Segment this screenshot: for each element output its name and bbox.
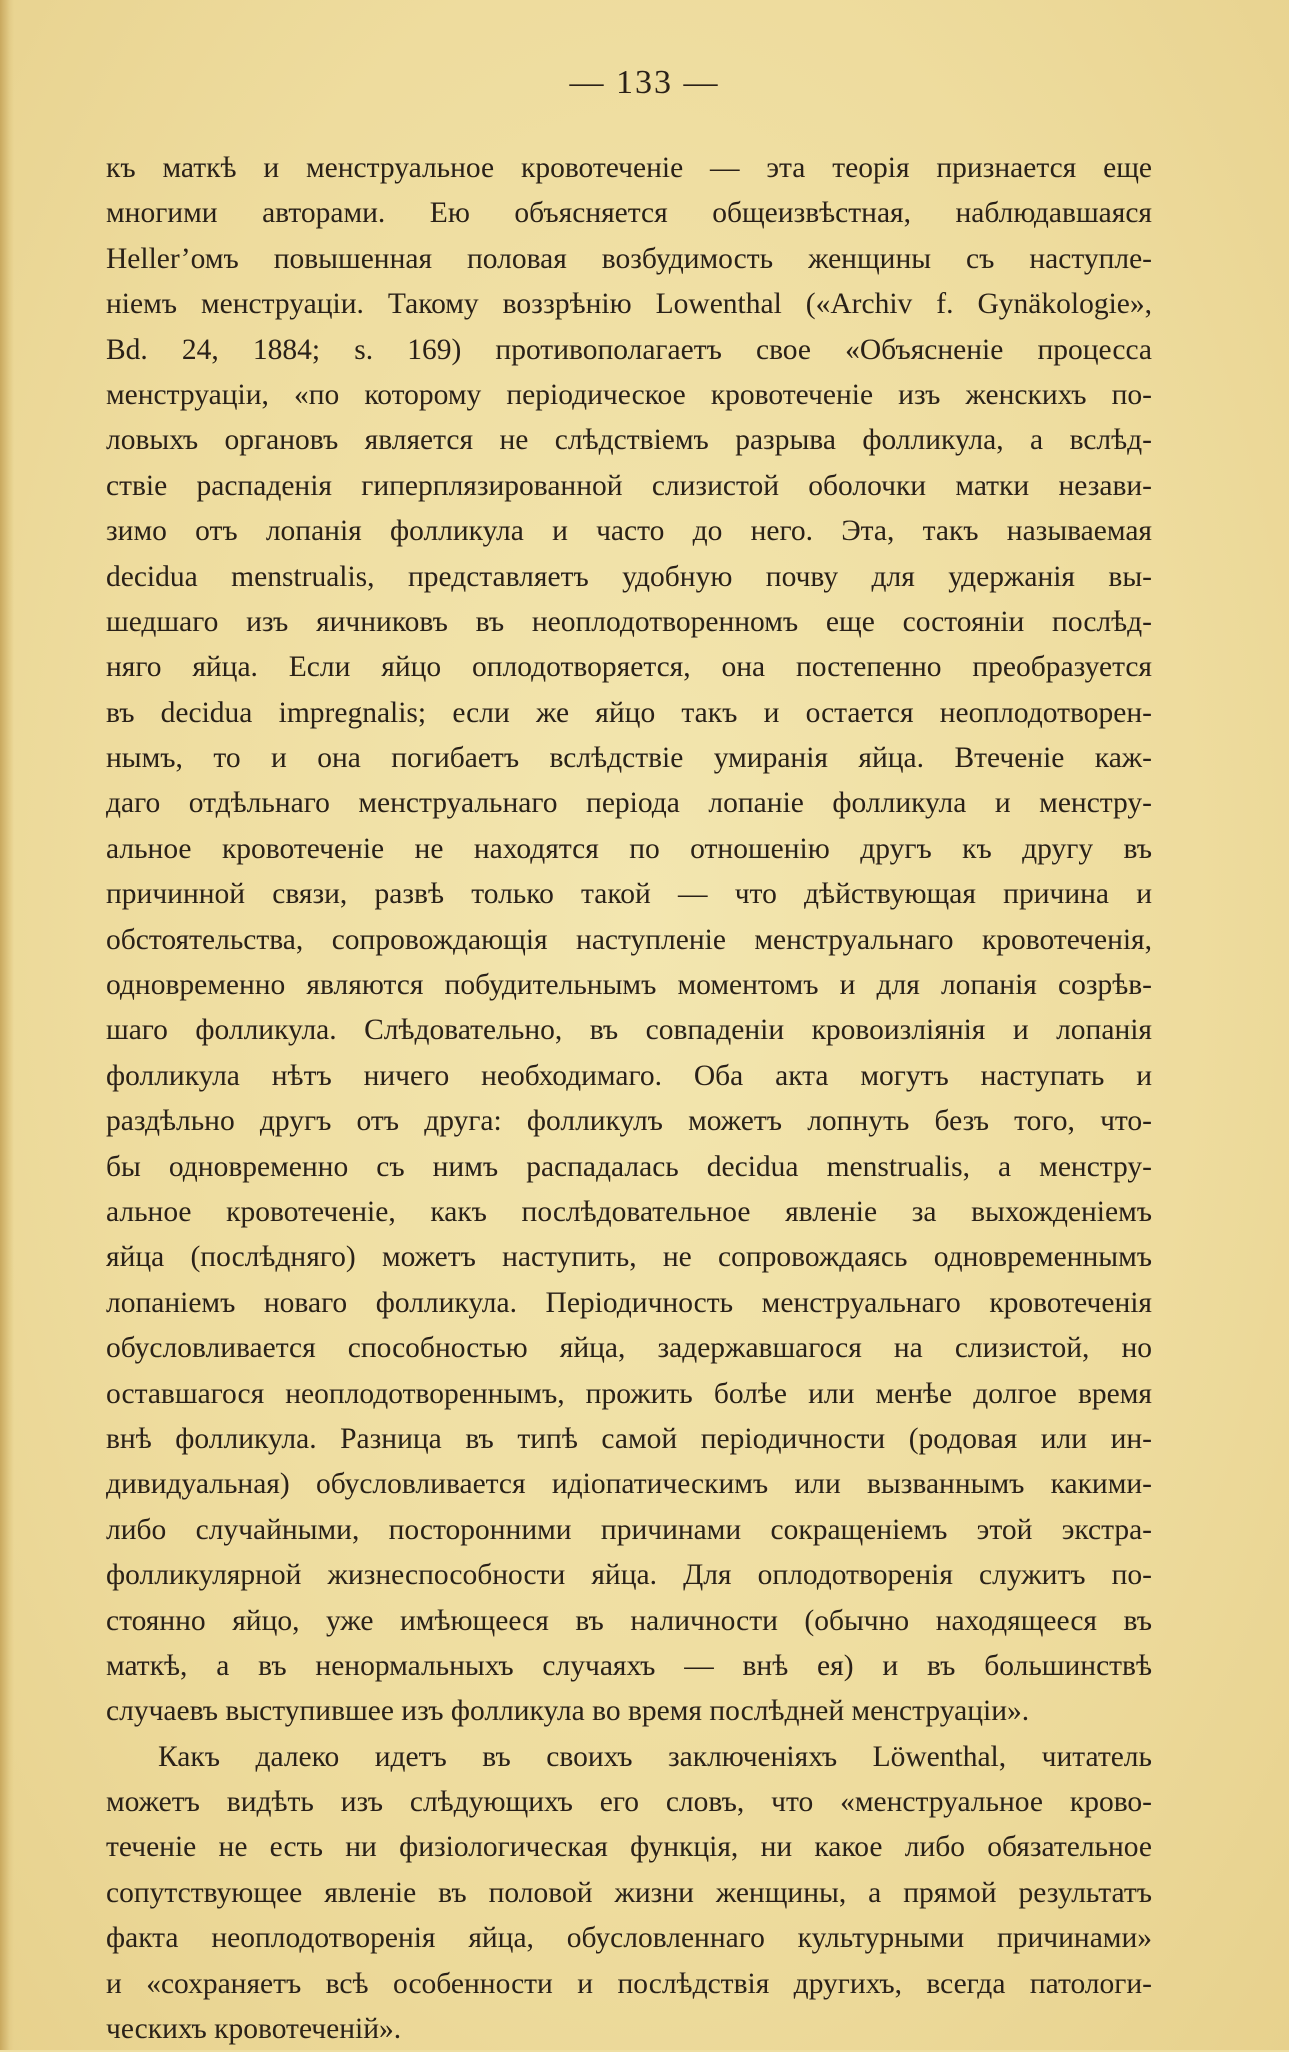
text-line: многими авторами. Ею объясняется общеизвѣстная, наблюдавшаяся (106, 197, 1152, 230)
text-line: няго яйца. Если яйцо оплодотворяется, она постепенно преобразуется (106, 651, 1152, 684)
text-line: обстоятельства, сопровождающія наступленіе менструальнаго кровотеченія, (106, 923, 1152, 956)
text-line: раздѣльно другъ отъ друга: фолликулъ можетъ лопнуть безъ того, что- (106, 1105, 1152, 1138)
page-edge (0, 0, 14, 2050)
text-line: дивидуальная) обусловливается идіопатическимъ или вызваннымъ какими- (106, 1468, 1152, 1501)
text-line: шаго фолликула. Слѣдовательно, въ совпаденіи кровоизліянія и лопанія (106, 1014, 1152, 1047)
text-line: и «сохраняетъ всѣ особенности и послѣдствія другихъ, всегда патологи- (106, 1967, 1152, 2000)
text-line: ловыхъ органовъ является не слѣдствіемъ разрыва фолликула, а вслѣд- (106, 424, 1152, 457)
text-line: фолликулярной жизнеспособности яйца. Для оплодотворенія служитъ по- (106, 1559, 1152, 1592)
text-line: альное кровотеченіе не находятся по отношенію другъ къ другу въ (106, 832, 1152, 865)
text-line: маткѣ, а въ ненормальныхъ случаяхъ — внѣ ея) и въ большинствѣ (106, 1649, 1152, 1682)
text-line: стоянно яйцо, уже имѣющееся въ наличности (обычно находящееся въ (106, 1604, 1152, 1637)
text-line: одновременно являются побудительнымъ моментомъ и для лопанія созрѣв- (106, 969, 1152, 1002)
text-line: лопаніемъ новаго фолликула. Періодичность менструальнаго кровотеченія (106, 1286, 1152, 1319)
text-line: обусловливается способностью яйца, задержавшагося на слизистой, но (106, 1332, 1152, 1365)
text-line: ніемъ менструаціи. Такому воззрѣнію Lowenthal («Archiv f. Gynäkologie», (106, 288, 1152, 321)
page-number: — 133 — (569, 64, 720, 101)
text-line: внѣ фолликула. Разница въ типѣ самой періодичности (родовая или ин- (106, 1422, 1152, 1455)
text-line: въ decidua impregnalis; если же яйцо такъ и остается неоплодотворен- (106, 696, 1152, 729)
text-line: шедшаго изъ яичниковъ въ неоплодотворенномъ еще состояніи послѣд- (106, 605, 1152, 638)
text-line: случаевъ выступившее изъ фолликула во время послѣдней менструаціи». (106, 1695, 1030, 1728)
text-line: къ маткѣ и менструальное кровотеченіе — эта теорія признается еще (106, 152, 1152, 184)
text-line: альное кровотеченіе, какъ послѣдовательное явленіе за выхожденіемъ (106, 1195, 1152, 1228)
text-line: Bd. 24, 1884; s. 169) противополагаетъ свое «Объясненіе процесса (106, 333, 1152, 366)
text-line: сопутствующее явленіе въ половой жизни женщины, а прямой результатъ (106, 1876, 1152, 1909)
body-text (106, 146, 1152, 2052)
text-line: зимо отъ лопанія фолликула и часто до него. Эта, такъ называемая (106, 515, 1152, 548)
text-line: бы одновременно съ нимъ распадалась decidua menstrualis, а менстру- (106, 1150, 1152, 1183)
text-line: Heller’омъ повышенная половая возбудимость женщины съ наступле- (106, 242, 1152, 275)
text-line: decidua menstrualis, представляетъ удобную почву для удержанія вы- (106, 560, 1152, 593)
text-line: либо случайными, посторонними причинами сокращеніемъ этой экстра- (106, 1513, 1152, 1546)
text-line: можетъ видѣть изъ слѣдующихъ его словъ, что «менструальное крово- (106, 1786, 1152, 1819)
text-line: ческихъ кровотеченій». (106, 2013, 402, 2046)
text-line: нымъ, то и она погибаетъ вслѣдствіе умиранія яйца. Втеченіе каж- (106, 742, 1152, 775)
text-line: теченіе не есть ни физіологическая функція, ни какое либо обязательное (106, 1831, 1152, 1864)
text-line: яйца (послѣдняго) можетъ наступить, не сопровождаясь одновременнымъ (106, 1241, 1152, 1274)
text-line: оставшагося неоплодотвореннымъ, прожить болѣе или менѣе долгое время (106, 1377, 1152, 1410)
text-line: ствіе распаденія гиперплязированной слизистой оболочки матки незави- (106, 469, 1152, 502)
text-line: фолликула нѣтъ ничего необходимаго. Оба акта могутъ наступать и (106, 1059, 1152, 1092)
text-line: Какъ далеко идетъ въ своихъ заключеніяхъ Löwenthal, читатель (158, 1740, 1152, 1773)
text-line: менструаціи, «по которому періодическое кровотеченіе изъ женскихъ по- (106, 378, 1152, 411)
text-line: даго отдѣльнаго менструальнаго періода лопаніе фолликула и менстру- (106, 787, 1152, 820)
text-line: причинной связи, развѣ только такой — что дѣйствующая причина и (106, 878, 1152, 911)
text-line: факта неоплодотворенія яйца, обусловленнаго культурными причинами» (106, 1922, 1152, 1955)
